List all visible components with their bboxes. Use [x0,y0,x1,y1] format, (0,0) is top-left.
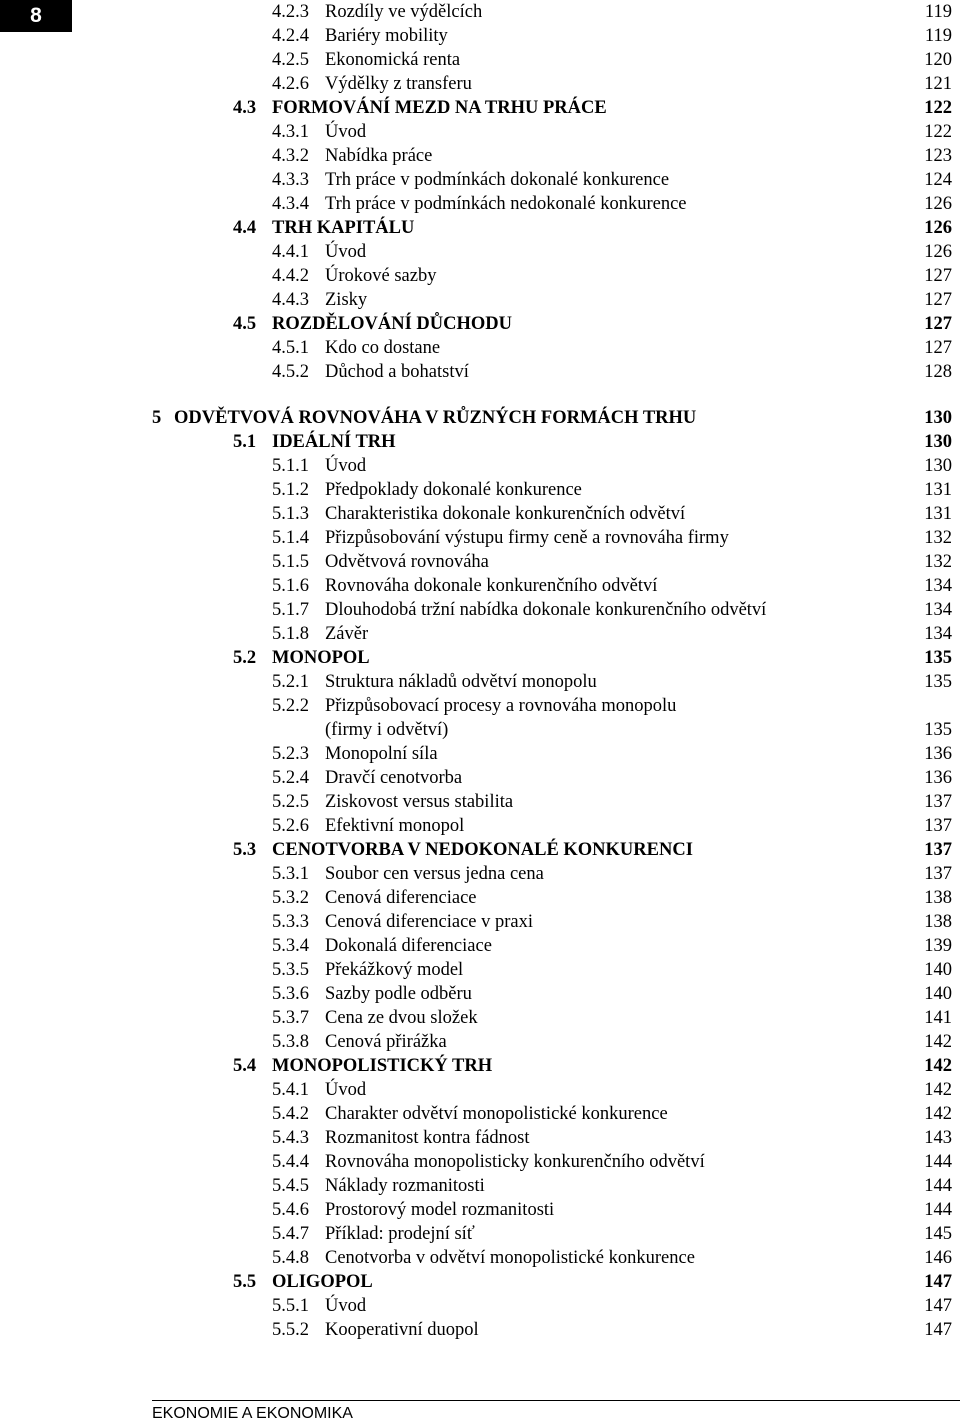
toc-entry [0,168,960,192]
toc-entry [0,406,960,430]
toc-entry-title: Charakteristika dokonale konkurenčních odvětví [325,504,686,524]
toc-entry [0,240,960,264]
toc-entry-number: 4.3 [233,98,257,118]
toc-entry [0,1054,960,1078]
toc-entry-number: 5.2.1 [272,672,309,692]
toc-entry [0,1246,960,1270]
toc-entry-title: Výdělky z transferu [325,74,472,94]
toc-entry [0,1030,960,1054]
toc-entry-page: 134 [924,576,952,596]
toc-entry-number: 4.3.1 [272,122,309,142]
toc-entry-title: Prostorový model rozmanitosti [325,1200,555,1220]
toc-entry-page: 143 [924,1128,952,1148]
toc-entry [0,264,960,288]
toc-entry-number: 5.1.7 [272,600,309,620]
toc-entry [0,598,960,622]
toc-entry-page: 122 [924,122,952,142]
toc-entry [0,862,960,886]
toc-entry [0,622,960,646]
toc-entry-page: 132 [924,528,952,548]
toc-entry [0,430,960,454]
toc-entry [0,694,960,718]
toc-entry-page: 136 [924,744,952,764]
toc-entry-page: 140 [924,984,952,1004]
toc-entry-page: 126 [924,218,952,238]
toc-entry-page: 126 [924,194,952,214]
toc-entry-page: 137 [924,840,952,860]
toc-entry-page: 127 [924,290,952,310]
toc-entry-page: 145 [924,1224,952,1244]
toc-entry-title: FORMOVÁNÍ MEZD NA TRHU PRÁCE [272,98,607,118]
toc-entry [0,312,960,336]
toc-entry-number: 5.4.6 [272,1200,309,1220]
toc-entry-number: 5.3.2 [272,888,309,908]
toc-entry-number: 5.2.5 [272,792,309,812]
toc-entry [0,550,960,574]
toc-entry-page: 147 [924,1296,952,1316]
toc-entry-page: 144 [924,1152,952,1172]
toc-entry-title: MONOPOLISTICKÝ TRH [272,1056,493,1076]
toc-entry [0,502,960,526]
toc-entry-number: 4.5.2 [272,362,309,382]
toc-entry [0,742,960,766]
toc-entry-title: (firmy i odvětví) [325,720,449,740]
toc-entry [0,288,960,312]
toc-entry-page: 146 [924,1248,952,1268]
toc-entry-page: 137 [924,792,952,812]
toc-entry-number: 4.2.4 [272,26,309,46]
toc-entry-page: 120 [924,50,952,70]
toc-entry-number: 5.4.5 [272,1176,309,1196]
toc-entry-number: 5.4 [233,1056,257,1076]
toc-entry-number: 4.4 [233,218,257,238]
toc-entry-number: 5.5.1 [272,1296,309,1316]
toc-entry-number: 5.1.1 [272,456,309,476]
toc-entry-title: TRH KAPITÁLU [272,218,415,238]
toc-entry-page: 122 [924,98,952,118]
toc-entry-page: 131 [924,480,952,500]
toc-entry [0,934,960,958]
toc-entry-number: 5.2.3 [272,744,309,764]
toc-entry-page: 132 [924,552,952,572]
footer-title: EKONOMIE A EKONOMIKA [152,1405,353,1422]
toc-entry-number: 4.5.1 [272,338,309,358]
toc-entry-page: 127 [924,314,952,334]
toc-entry-number: 5.1.2 [272,480,309,500]
toc-entry-title: Důchod a bohatství [325,362,469,382]
toc-entry [0,1198,960,1222]
toc-entry-page: 131 [924,504,952,524]
toc-entry-title: Zisky [325,290,368,310]
toc-entry-page: 136 [924,768,952,788]
toc-entry-page: 137 [924,864,952,884]
toc-entry-title: Příklad: prodejní síť [325,1224,475,1244]
toc-entry-number: 4.3.4 [272,194,309,214]
toc-entry [0,982,960,1006]
toc-entry-title: Odvětvová rovnováha [325,552,489,572]
toc-entry-title: Předpoklady dokonalé konkurence [325,480,582,500]
toc-entry-title: Dokonalá diferenciace [325,936,492,956]
toc-entry-title: Úvod [325,242,367,262]
toc-entry-page: 139 [924,936,952,956]
toc-entry-page: 142 [924,1032,952,1052]
toc-entry [0,1270,960,1294]
toc-entry [0,838,960,862]
toc-entry-title: Závěr [325,624,369,644]
toc-entry [0,526,960,550]
toc-entry-page: 142 [924,1056,952,1076]
toc-entry [0,336,960,360]
toc-entry-title: Dlouhodobá tržní nabídka dokonale konkurenčního odvětví [325,600,767,620]
toc-entry-page: 144 [924,1200,952,1220]
toc-entry-page: 141 [924,1008,952,1028]
toc-entry-number: 4.3.3 [272,170,309,190]
toc-entry-title: ODVĚTVOVÁ ROVNOVÁHA V RŮZNÝCH FORMÁCH TRHU [174,408,697,428]
toc-entry-page: 147 [924,1272,952,1292]
toc-entry [0,454,960,478]
toc-entry-title: Efektivní monopol [325,816,465,836]
toc-entry [0,120,960,144]
toc-entry [0,96,960,120]
toc-entry-number: 5.4.8 [272,1248,309,1268]
toc-entry [0,790,960,814]
toc-entry [0,1318,960,1342]
toc-entry-page: 142 [924,1080,952,1100]
toc-entry [0,958,960,982]
toc-entry-number: 5.5 [233,1272,257,1292]
toc-entry-number: 5.1 [233,432,257,452]
toc-entry-page: 142 [924,1104,952,1124]
toc-entry-title: Ziskovost versus stabilita [325,792,514,812]
toc-entry-number: 5.4.2 [272,1104,309,1124]
toc-entry-title: Přizpůsobování výstupu firmy ceně a rovnováha firmy [325,528,729,548]
toc-entry [0,1078,960,1102]
toc-entry-title: Kooperativní duopol [325,1320,479,1340]
toc-entry-title: IDEÁLNÍ TRH [272,432,396,452]
toc-entry-title: Rozmanitost kontra fádnost [325,1128,530,1148]
toc-entry-number: 5.2.6 [272,816,309,836]
toc-entry [0,144,960,168]
toc-entry-page: 126 [924,242,952,262]
toc-entry-number: 5.4.3 [272,1128,309,1148]
toc-entry-number: 5.4.4 [272,1152,309,1172]
toc-entry-page: 119 [924,26,952,46]
toc-entry-title: Náklady rozmanitosti [325,1176,485,1196]
toc-entry-page: 144 [924,1176,952,1196]
toc-entry-title: CENOTVORBA V NEDOKONALÉ KONKURENCI [272,840,693,860]
toc-entry-number: 5.1.4 [272,528,309,548]
toc-entry-page: 140 [924,960,952,980]
toc-entry [0,1294,960,1318]
toc-entry-number: 5.1.8 [272,624,309,644]
toc-entry [0,814,960,838]
toc-entry-page: 119 [924,2,952,22]
footer-divider [152,1400,960,1401]
toc-entry-title: Soubor cen versus jedna cena [325,864,544,884]
toc-entry-page: 128 [924,362,952,382]
toc-entry-title: Úvod [325,122,367,142]
toc-entry [0,670,960,694]
toc-entry-number: 5.1.3 [272,504,309,524]
toc-entry [0,886,960,910]
toc-entry-title: Rozdíly ve výdělcích [325,2,483,22]
toc-entry [0,910,960,934]
toc-entry-title: Monopolní síla [325,744,438,764]
toc-entry [0,216,960,240]
toc-entry-number: 5.5.2 [272,1320,309,1340]
toc-entry-page: 123 [924,146,952,166]
toc-entry-number: 5.1.6 [272,576,309,596]
toc-entry-title: Trh práce v podmínkách dokonalé konkurence [325,170,670,190]
toc-entry-title: Dravčí cenotvorba [325,768,463,788]
toc-entry [0,1006,960,1030]
toc-entry-title: Bariéry mobility [325,26,448,46]
toc-entry [0,48,960,72]
toc-entry-number: 5.2 [233,648,257,668]
toc-entry [0,360,960,384]
toc-entry [0,1126,960,1150]
toc-entry-number: 4.5 [233,314,257,334]
toc-entry-number: 4.2.6 [272,74,309,94]
toc-entry [0,574,960,598]
toc-entry-number: 5.3 [233,840,257,860]
toc-entry-page: 127 [924,338,952,358]
toc-entry-number: 5.2.4 [272,768,309,788]
toc-entry-page: 138 [924,912,952,932]
toc-entry-number: 5.3.1 [272,864,309,884]
page-number-badge: 8 [0,0,72,32]
toc-entry-number: 4.2.3 [272,2,309,22]
toc-entry-title: Cenová diferenciace [325,888,477,908]
toc-entry-title: MONOPOL [272,648,370,668]
toc-entry-number: 5.3.6 [272,984,309,1004]
toc-entry-page: 135 [924,720,952,740]
toc-entry-page: 130 [924,432,952,452]
toc-entry-number: 5.3.3 [272,912,309,932]
toc-entry-page: 137 [924,816,952,836]
toc-entry [0,24,960,48]
toc-entry-number: 4.4.3 [272,290,309,310]
toc-entry [0,0,960,24]
toc-entry-title: Úvod [325,456,367,476]
toc-entry-title: Přizpůsobovací procesy a rovnováha monopolu [325,696,677,716]
toc-entry [0,1222,960,1246]
toc-entry-page: 134 [924,624,952,644]
toc-entry [0,192,960,216]
toc-entry-page: 124 [924,170,952,190]
toc-entry-title: Překážkový model [325,960,464,980]
toc-entry-number: 5.3.4 [272,936,309,956]
toc-entry-number: 5 [152,408,162,428]
toc-entry [0,766,960,790]
toc-entry-title: Nabídka práce [325,146,433,166]
toc-entry-number: 5.4.1 [272,1080,309,1100]
toc-entry [0,1174,960,1198]
toc-entry-number: 5.3.5 [272,960,309,980]
toc-entry-title: Cenová přirážka [325,1032,447,1052]
toc-entry [0,478,960,502]
toc-entry [0,718,960,742]
toc-entry-page: 130 [924,456,952,476]
toc-entry-title: Cenová diferenciace v praxi [325,912,534,932]
toc-entry-title: Rovnováha monopolisticky konkurenčního odvětví [325,1152,705,1172]
toc-entry-number: 5.3.7 [272,1008,309,1028]
toc-entry-title: OLIGOPOL [272,1272,373,1292]
toc-entry-title: Cenotvorba v odvětví monopolistické konkurence [325,1248,695,1268]
toc-entry-page: 127 [924,266,952,286]
toc-entry [0,1150,960,1174]
toc-entry-number: 5.2.2 [272,696,309,716]
toc-entry-page: 135 [924,672,952,692]
toc-entry [0,646,960,670]
toc-entry-title: Úvod [325,1080,367,1100]
toc-entry-page: 147 [924,1320,952,1340]
toc-entry-page: 138 [924,888,952,908]
toc-entry-number: 4.4.2 [272,266,309,286]
toc-entry-number: 5.3.8 [272,1032,309,1052]
toc-entry-title: Charakter odvětví monopolistické konkurence [325,1104,668,1124]
toc-entry-title: ROZDĚLOVÁNÍ DŮCHODU [272,314,513,334]
toc-entry [0,1102,960,1126]
toc-entry-number: 4.3.2 [272,146,309,166]
toc-entry-title: Sazby podle odběru [325,984,472,1004]
toc-entry-page: 134 [924,600,952,620]
toc-entry-title: Struktura nákladů odvětví monopolu [325,672,597,692]
toc-entry-title: Ekonomická renta [325,50,461,70]
toc-entry-page: 130 [924,408,952,428]
toc-entry-page: 121 [924,74,952,94]
toc-entry-number: 5.4.7 [272,1224,309,1244]
toc-entry-number: 4.4.1 [272,242,309,262]
toc-entry-title: Rovnováha dokonale konkurenčního odvětví [325,576,658,596]
toc-entry-title: Úvod [325,1296,367,1316]
toc-entry-title: Kdo co dostane [325,338,441,358]
toc-entry-title: Trh práce v podmínkách nedokonalé konkurence [325,194,687,214]
toc-entry-title: Úrokové sazby [325,266,437,286]
toc-entry [0,72,960,96]
toc-entry-number: 5.1.5 [272,552,309,572]
toc-entry-page: 135 [924,648,952,668]
toc-entry-number: 4.2.5 [272,50,309,70]
toc-entry-title: Cena ze dvou složek [325,1008,478,1028]
